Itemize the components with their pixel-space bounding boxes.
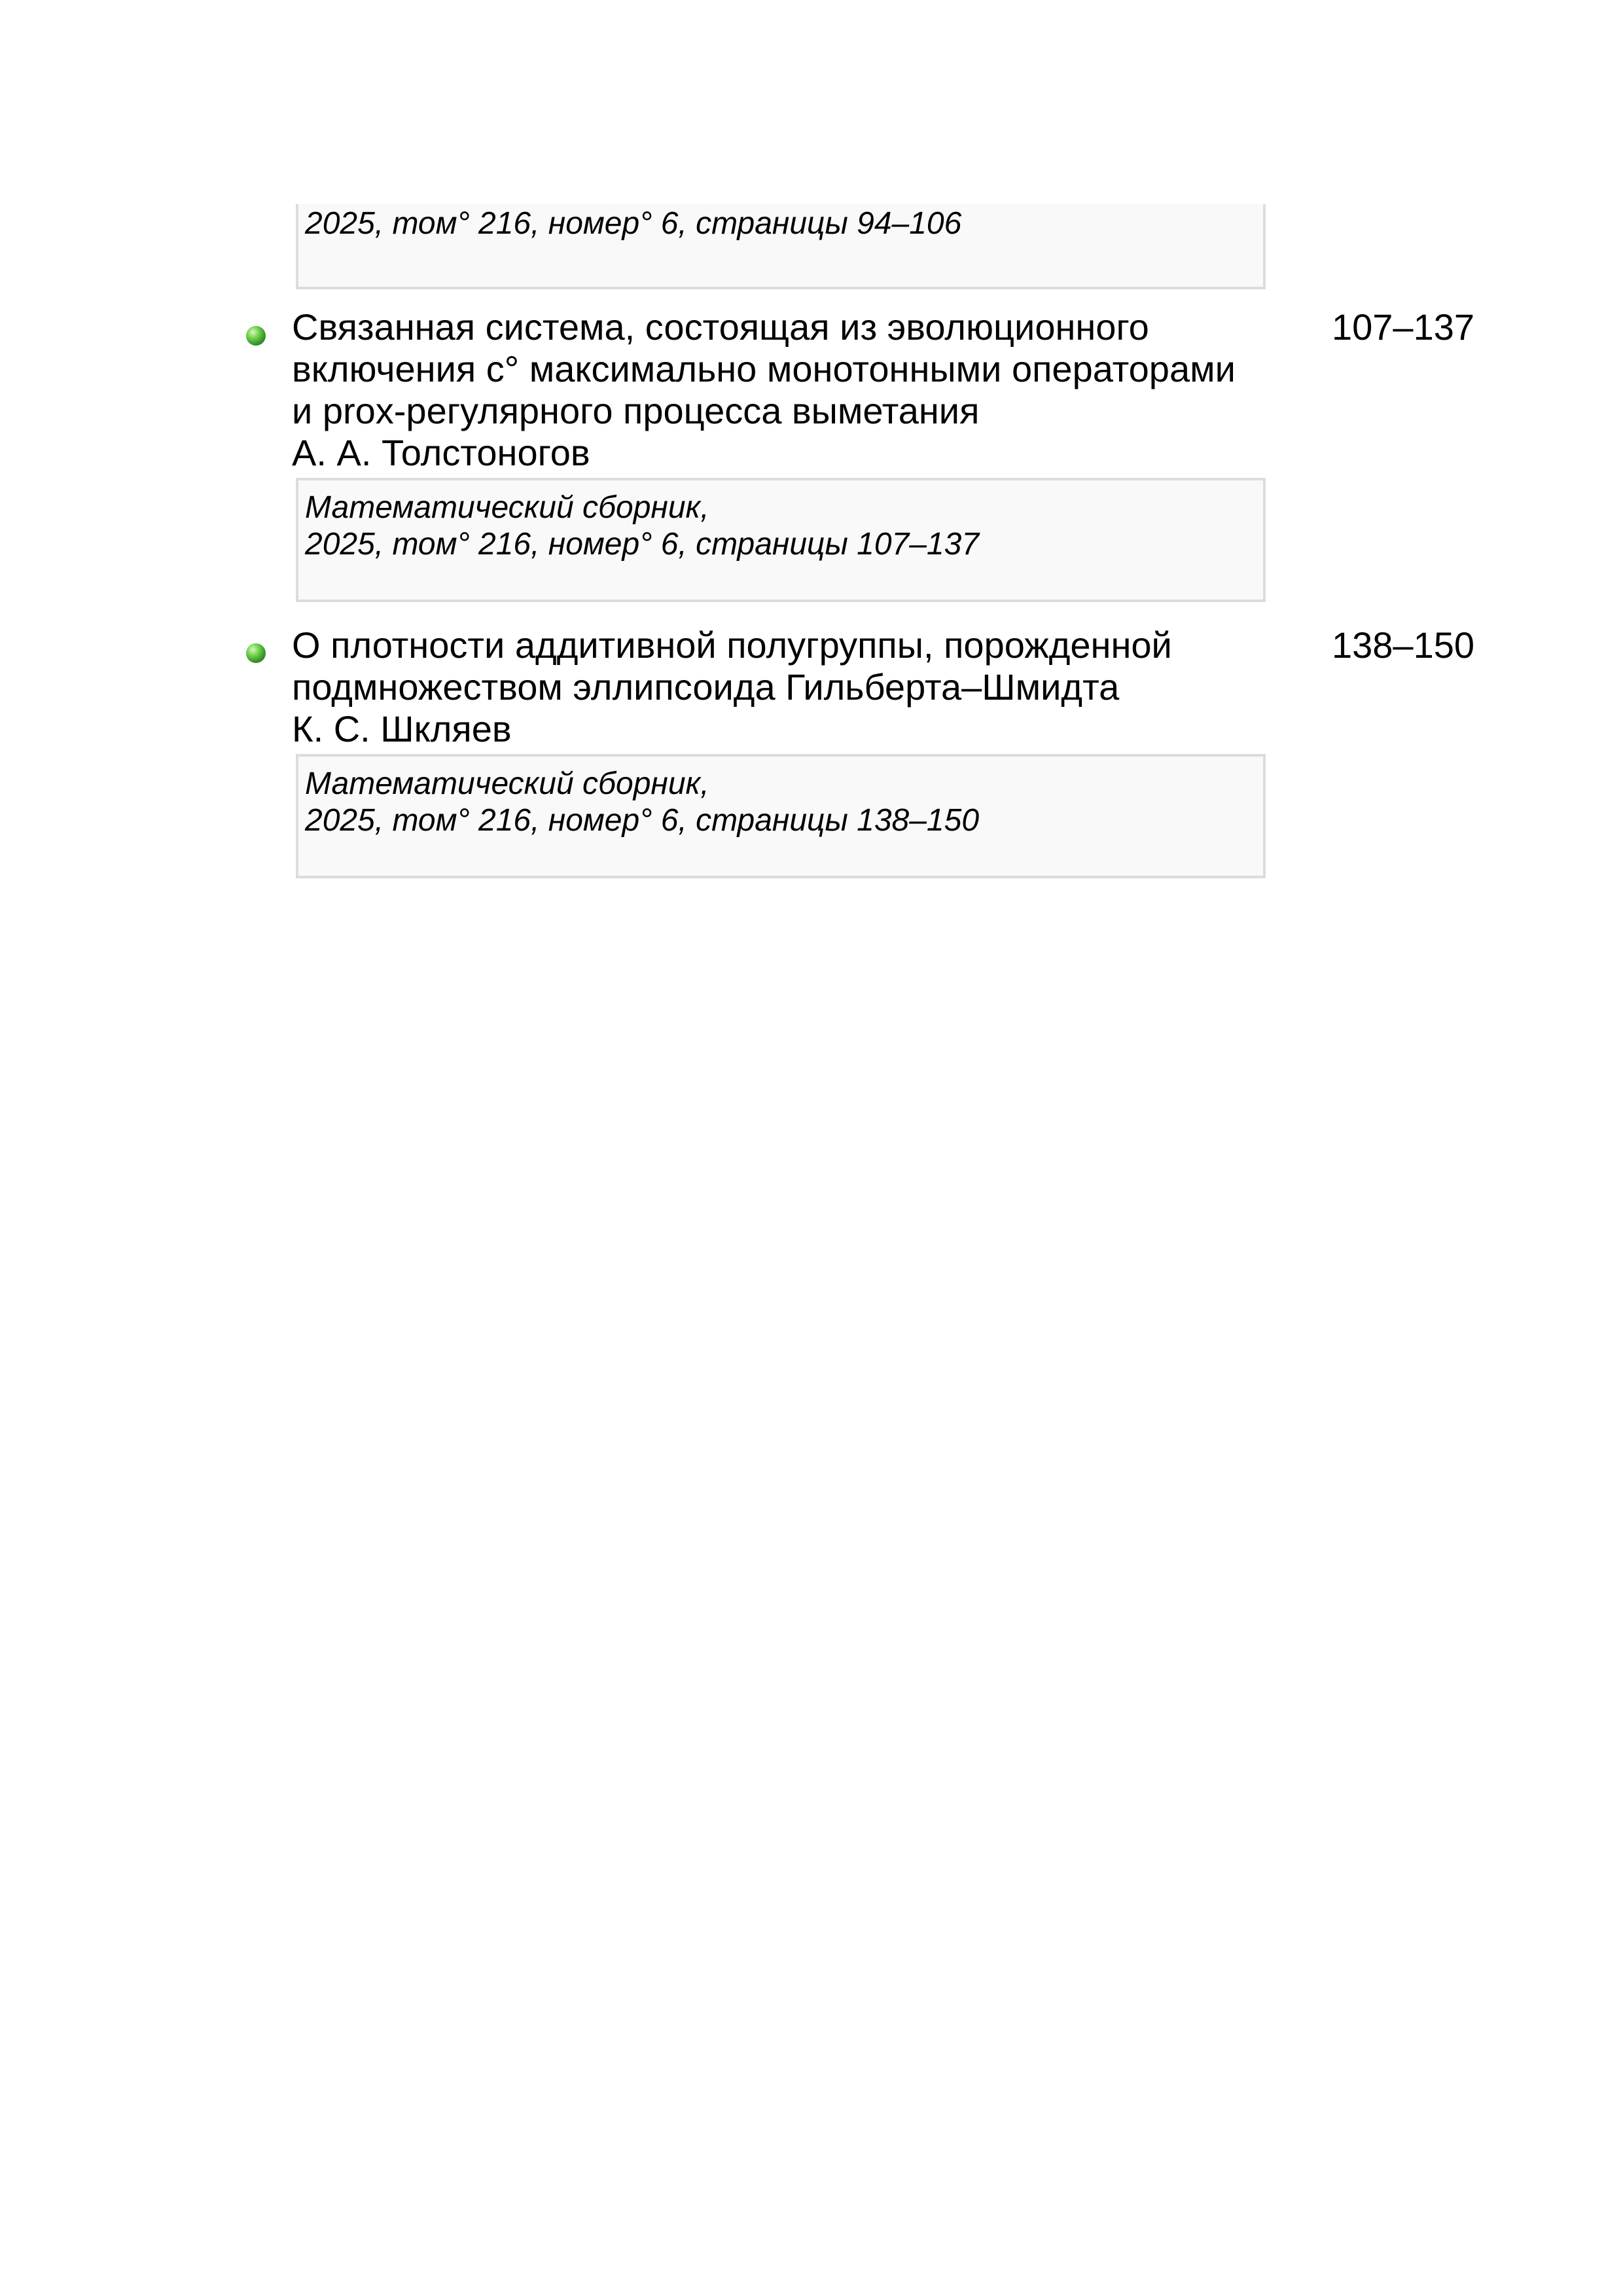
- article-title-line: и prox-регулярного процесса выметания: [292, 390, 980, 431]
- citation-box: [296, 754, 1266, 878]
- green-bullet-icon: [246, 643, 266, 663]
- article-authors[interactable]: А. А. Толстоногов: [292, 432, 590, 473]
- citation-journal: Математический сборник,: [305, 490, 709, 525]
- article-title[interactable]: [292, 306, 1236, 474]
- article-title-line: включения с° максимально монотонными операторами: [292, 348, 1236, 389]
- citation-box: [296, 478, 1266, 602]
- citation-details: 2025, том° 216, номер° 6, страницы 94–106: [305, 206, 962, 241]
- article-title-line: О плотности аддитивной полугруппы, порожденной: [292, 624, 1172, 666]
- green-bullet-icon: [246, 326, 266, 346]
- article-authors[interactable]: К. С. Шкляев: [292, 708, 512, 749]
- citation-details: 2025, том° 216, номер° 6, страницы 138–150: [305, 803, 980, 838]
- citation-details: 2025, том° 216, номер° 6, страницы 107–137: [305, 527, 980, 562]
- article-pages: 138–150: [1332, 624, 1475, 666]
- article-title-line: подмножеством эллипсоида Гильберта–Шмидта: [292, 666, 1120, 708]
- citation-box-continued: [296, 204, 1266, 289]
- article-title[interactable]: [292, 624, 1172, 750]
- article-title-line: Связанная система, состоящая из эволюционного: [292, 306, 1149, 348]
- citation-journal: Математический сборник,: [305, 766, 709, 801]
- article-pages: 107–137: [1332, 306, 1475, 348]
